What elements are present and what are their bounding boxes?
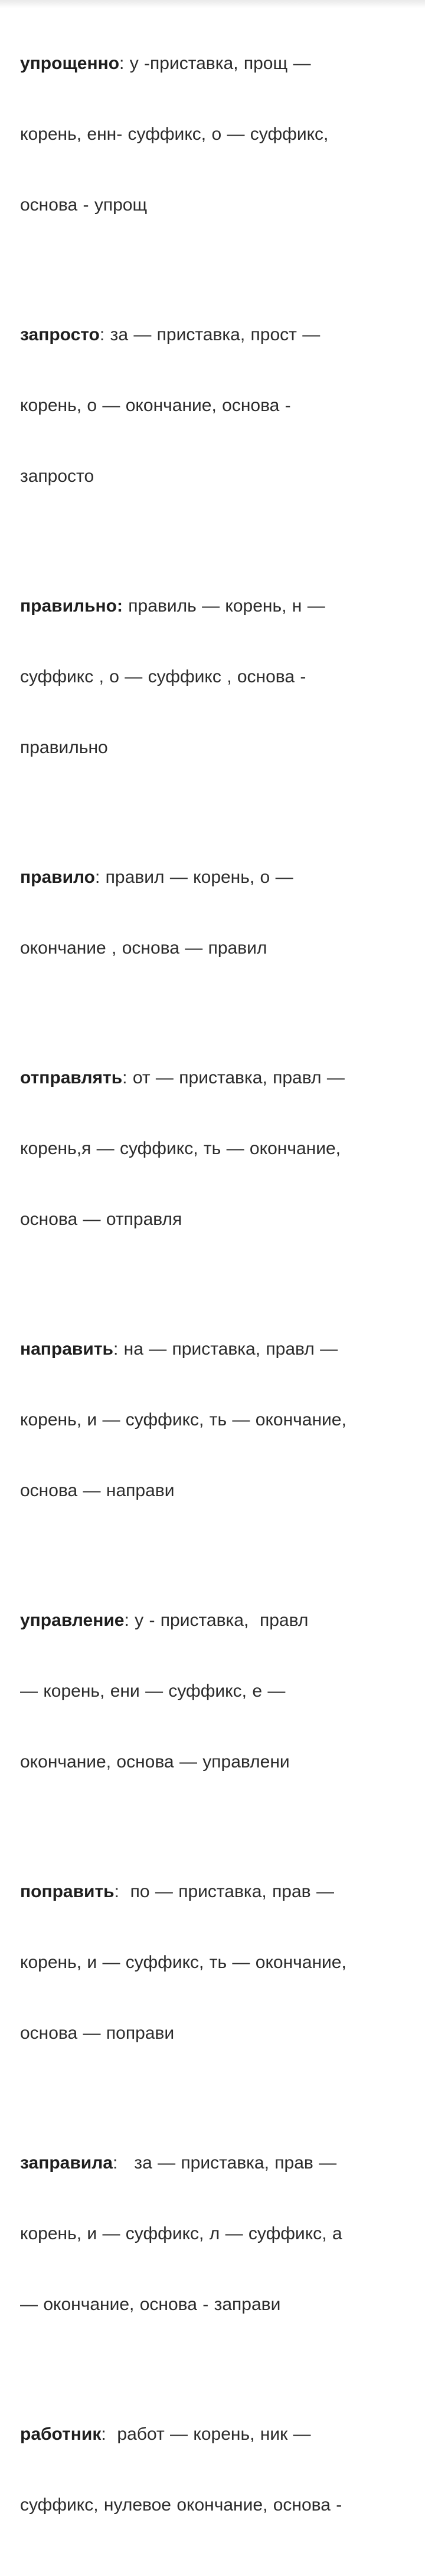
entry-text: основа - упрощ [20, 195, 148, 215]
entry-text: суффикс, нулевое окончание, основа - [20, 2495, 342, 2515]
entry-text: — окончание, основа - заправи [20, 2295, 281, 2314]
entry-text: : правил — корень, о — [95, 868, 293, 887]
entry-text: запросто [20, 466, 94, 486]
entry-zapravila [20, 2104, 417, 2364]
entry-term: управление [20, 1611, 125, 1630]
entry-first-line [20, 323, 417, 347]
entry-text: : у - приставка, правл [124, 1611, 309, 1630]
entry-first-line [20, 594, 417, 618]
entry-text: корень, и — суффикс, л — суффикс, а [20, 2224, 342, 2243]
entry-first-line [20, 1880, 417, 1904]
entry-text: : за — приставка, прав — [112, 2153, 337, 2173]
entry-text: : за — приставка, прост — [99, 325, 321, 344]
entry-text: — корень, ени — суффикс, е — [20, 1681, 286, 1701]
entry-uproshchenno [20, 5, 417, 264]
entry-text: : у -приставка, прощ — [119, 54, 311, 73]
word-analysis-list [20, 5, 417, 2576]
entry-pravilo [20, 819, 417, 1007]
entry-term: правило [20, 868, 96, 887]
entry-text: основа — отправля [20, 1210, 182, 1229]
entry-term: поправить [20, 1882, 115, 1901]
entry-napravit [20, 1290, 417, 1550]
entry-term: отправлять [20, 1068, 123, 1087]
entry-text: : по — приставка, прав — [114, 1882, 334, 1901]
entry-first-line [20, 1609, 417, 1632]
entry-popravit [20, 1833, 417, 2092]
entry-text: корень,я — суффикс, ть — окончание, [20, 1139, 341, 1158]
entry-term: заправила [20, 2153, 113, 2173]
entry-first-line [20, 2151, 417, 2175]
entry-text: : от — приставка, правл — [122, 1068, 345, 1087]
entry-text: корень, и — суффикс, ть — окончание, [20, 1953, 346, 1972]
entry-first-line [20, 866, 417, 889]
entry-text: окончание , основа — правил [20, 938, 267, 958]
entry-text: правильно [20, 738, 108, 757]
entry-upravlenie [20, 1562, 417, 1821]
entry-rabotnik [20, 2375, 417, 2564]
entry-text: окончание, основа — управлени [20, 1752, 290, 1772]
entry-first-line [20, 2423, 417, 2446]
entry-text: корень, о — окончание, основа - [20, 396, 291, 415]
entry-text: основа — поправи [20, 2023, 175, 2043]
entry-text: : работ — корень, ник — [101, 2424, 311, 2444]
entry-text: основа — направи [20, 1481, 175, 1500]
entry-otpravlyat [20, 1019, 417, 1279]
entry-pravilno [20, 547, 417, 807]
entry-text: суффикс , о — суффикс , основа - [20, 667, 306, 686]
entry-first-line [20, 52, 417, 75]
entry-zaprosto [20, 276, 417, 535]
entry-term: направить [20, 1339, 113, 1359]
entry-text: правиль — корень, н — [122, 596, 325, 616]
entry-first-line [20, 1338, 417, 1361]
entry-text: корень, енн- суффикс, о — суффикс, [20, 124, 329, 144]
entry-first-line [20, 1066, 417, 1090]
entry-term: запросто [20, 325, 100, 344]
entry-text: : на — приставка, правл — [113, 1339, 338, 1359]
entry-term: работник [20, 2424, 102, 2444]
entry-term: правильно: [20, 596, 123, 616]
entry-text: корень, и — суффикс, ть — окончание, [20, 1410, 346, 1430]
entry-term: упрощенно [20, 54, 120, 73]
